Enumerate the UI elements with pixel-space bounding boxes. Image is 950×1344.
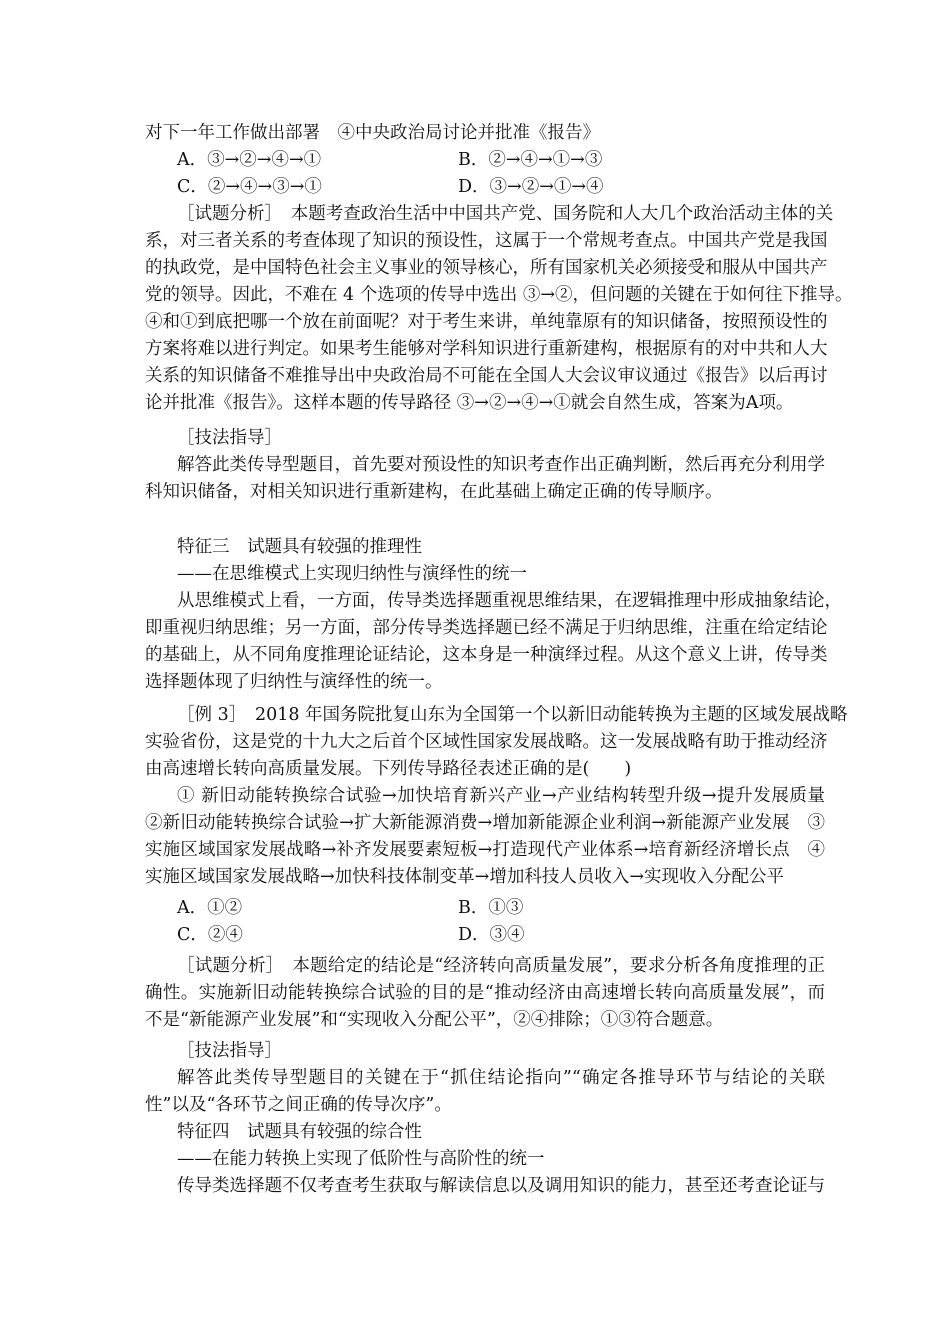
text-line: 由高速增长转向高质量发展。下列传导路径表述正确的是( ) (145, 759, 632, 779)
method-paragraph: 解答此类传导型题目，首先要对预设性的知识考查作出正确判断，然后再充分利用学 (177, 455, 825, 475)
text-line: 对下一年工作做出部署 ④中央政治局讨论并批准《报告》 (145, 123, 600, 143)
method-paragraph: 解答此类传导型题目的关键在于“抓住结论指向”“确定各推导环节与结论的关联 (177, 1068, 825, 1088)
text-line: 实验省份，这是党的十九大之后首个区域性国家发展战略。这一发展战略有助于推动经济 (145, 732, 828, 752)
option-b: B．②→④→①→③ (458, 150, 603, 170)
text-line: 从思维模式上看，一方面，传导类选择题重视思维结果，在逻辑推理中形成抽象结论， (177, 591, 842, 611)
statement-item: ②新旧动能转换综合试验→扩大新能源消费→增加新能源企业利润→新能源产业发展 ③ (145, 813, 825, 833)
option-d: D．③④ (458, 925, 525, 945)
text-line: 方案将难以进行判定。如果考生能够对学科知识进行重新建构，根据原有的对中共和人大 (145, 339, 828, 359)
text-line: 科知识储备，对相关知识进行重新建构，在此基础上确定正确的传导顺序。 (145, 482, 723, 502)
statement-item: 实施区域国家发展战略→加快科技体制变革→增加科技人员收入→实现收入分配公平 (145, 867, 784, 887)
text-line: 论并批准《报告》。这样本题的传导路径 ③→②→④→①就会自然生成，答案为A项。 (145, 393, 794, 413)
option-a: A．③→②→④→① (177, 150, 322, 170)
section-heading: 特征四 试题具有较强的综合性 (177, 1122, 422, 1142)
text-line: 选择题体现了归纳性与演绎性的统一。 (145, 672, 443, 692)
option-c: C．②→④→③→① (177, 177, 322, 197)
statement-item: ① 新旧动能转换综合试验→加快培育新兴产业→产业结构转型升级→提升发展质量 (177, 786, 825, 806)
section-subheading: ——在能力转换上实现了低阶性与高阶性的统一 (177, 1149, 545, 1169)
section-heading: 特征三 试题具有较强的推理性 (177, 537, 422, 557)
text-line: 党的领导。因此，不难在 4 个选项的传导中选出 ③→②，但问题的关键在于如何往下推导。 (145, 285, 853, 305)
section-subheading: ——在思维模式上实现归纳性与演绎性的统一 (177, 564, 527, 584)
method-heading: ［技法指导］ (177, 428, 282, 448)
text-line: 的执政党，是中国特色社会主义事业的领导核心，所有国家机关必须接受和服从中国共产 (145, 258, 828, 278)
analysis-paragraph: ［试题分析］ 本题考查政治生活中中国共产党、国务院和人大几个政治活动主体的关 (177, 204, 834, 224)
option-a: A．①② (177, 898, 243, 918)
text-line: 关系的知识储备不难推导出中央政治局不可能在全国人大会议审议通过《报告》以后再讨 (145, 366, 828, 386)
option-c: C．②④ (177, 925, 243, 945)
statement-item: 实施区域国家发展战略→补齐发展要素短板→打造现代产业体系→培育新经济增长点 ④ (145, 840, 825, 860)
text-line: 性”以及“各环节之间正确的传导次序”。 (145, 1095, 452, 1115)
text-line: 不是“新能源产业发展”和“实现收入分配公平”，②④排除；①③符合题意。 (145, 1010, 724, 1030)
option-b: B．①③ (458, 898, 524, 918)
method-heading: ［技法指导］ (177, 1041, 282, 1061)
text-line: 系，对三者关系的考查体现了知识的预设性，这属于一个常规考查点。中国共产党是我国 (145, 231, 828, 251)
analysis-paragraph: ［试题分析］ 本题给定的结论是“经济转向高质量发展”，要求分析各角度推理的正 (177, 956, 825, 976)
text-line: 的基础上，从不同角度推理论证结论，这本身是一种演绎过程。从这个意义上讲，传导类 (145, 645, 828, 665)
text-line: 即重视归纳思维；另一方面，部分传导类选择题已经不满足于归纳思维，注重在给定结论 (145, 618, 828, 638)
text-line: 确性。实施新旧动能转换综合试验的目的是“推动经济由高速增长转向高质量发展”，而 (145, 983, 825, 1003)
text-line: ④和①到底把哪一个放在前面呢？对于考生来讲，单纯靠原有的知识储备，按照预设性的 (145, 312, 828, 332)
option-d: D．③→②→①→④ (458, 177, 604, 197)
example-question: ［例 3］ 2018 年国务院批复山东为全国第一个以新旧动能转换为主题的区域发展战略 (177, 705, 848, 725)
text-line: 传导类选择题不仅考查考生获取与解读信息以及调用知识的能力，甚至还考查论证与 (177, 1176, 825, 1196)
